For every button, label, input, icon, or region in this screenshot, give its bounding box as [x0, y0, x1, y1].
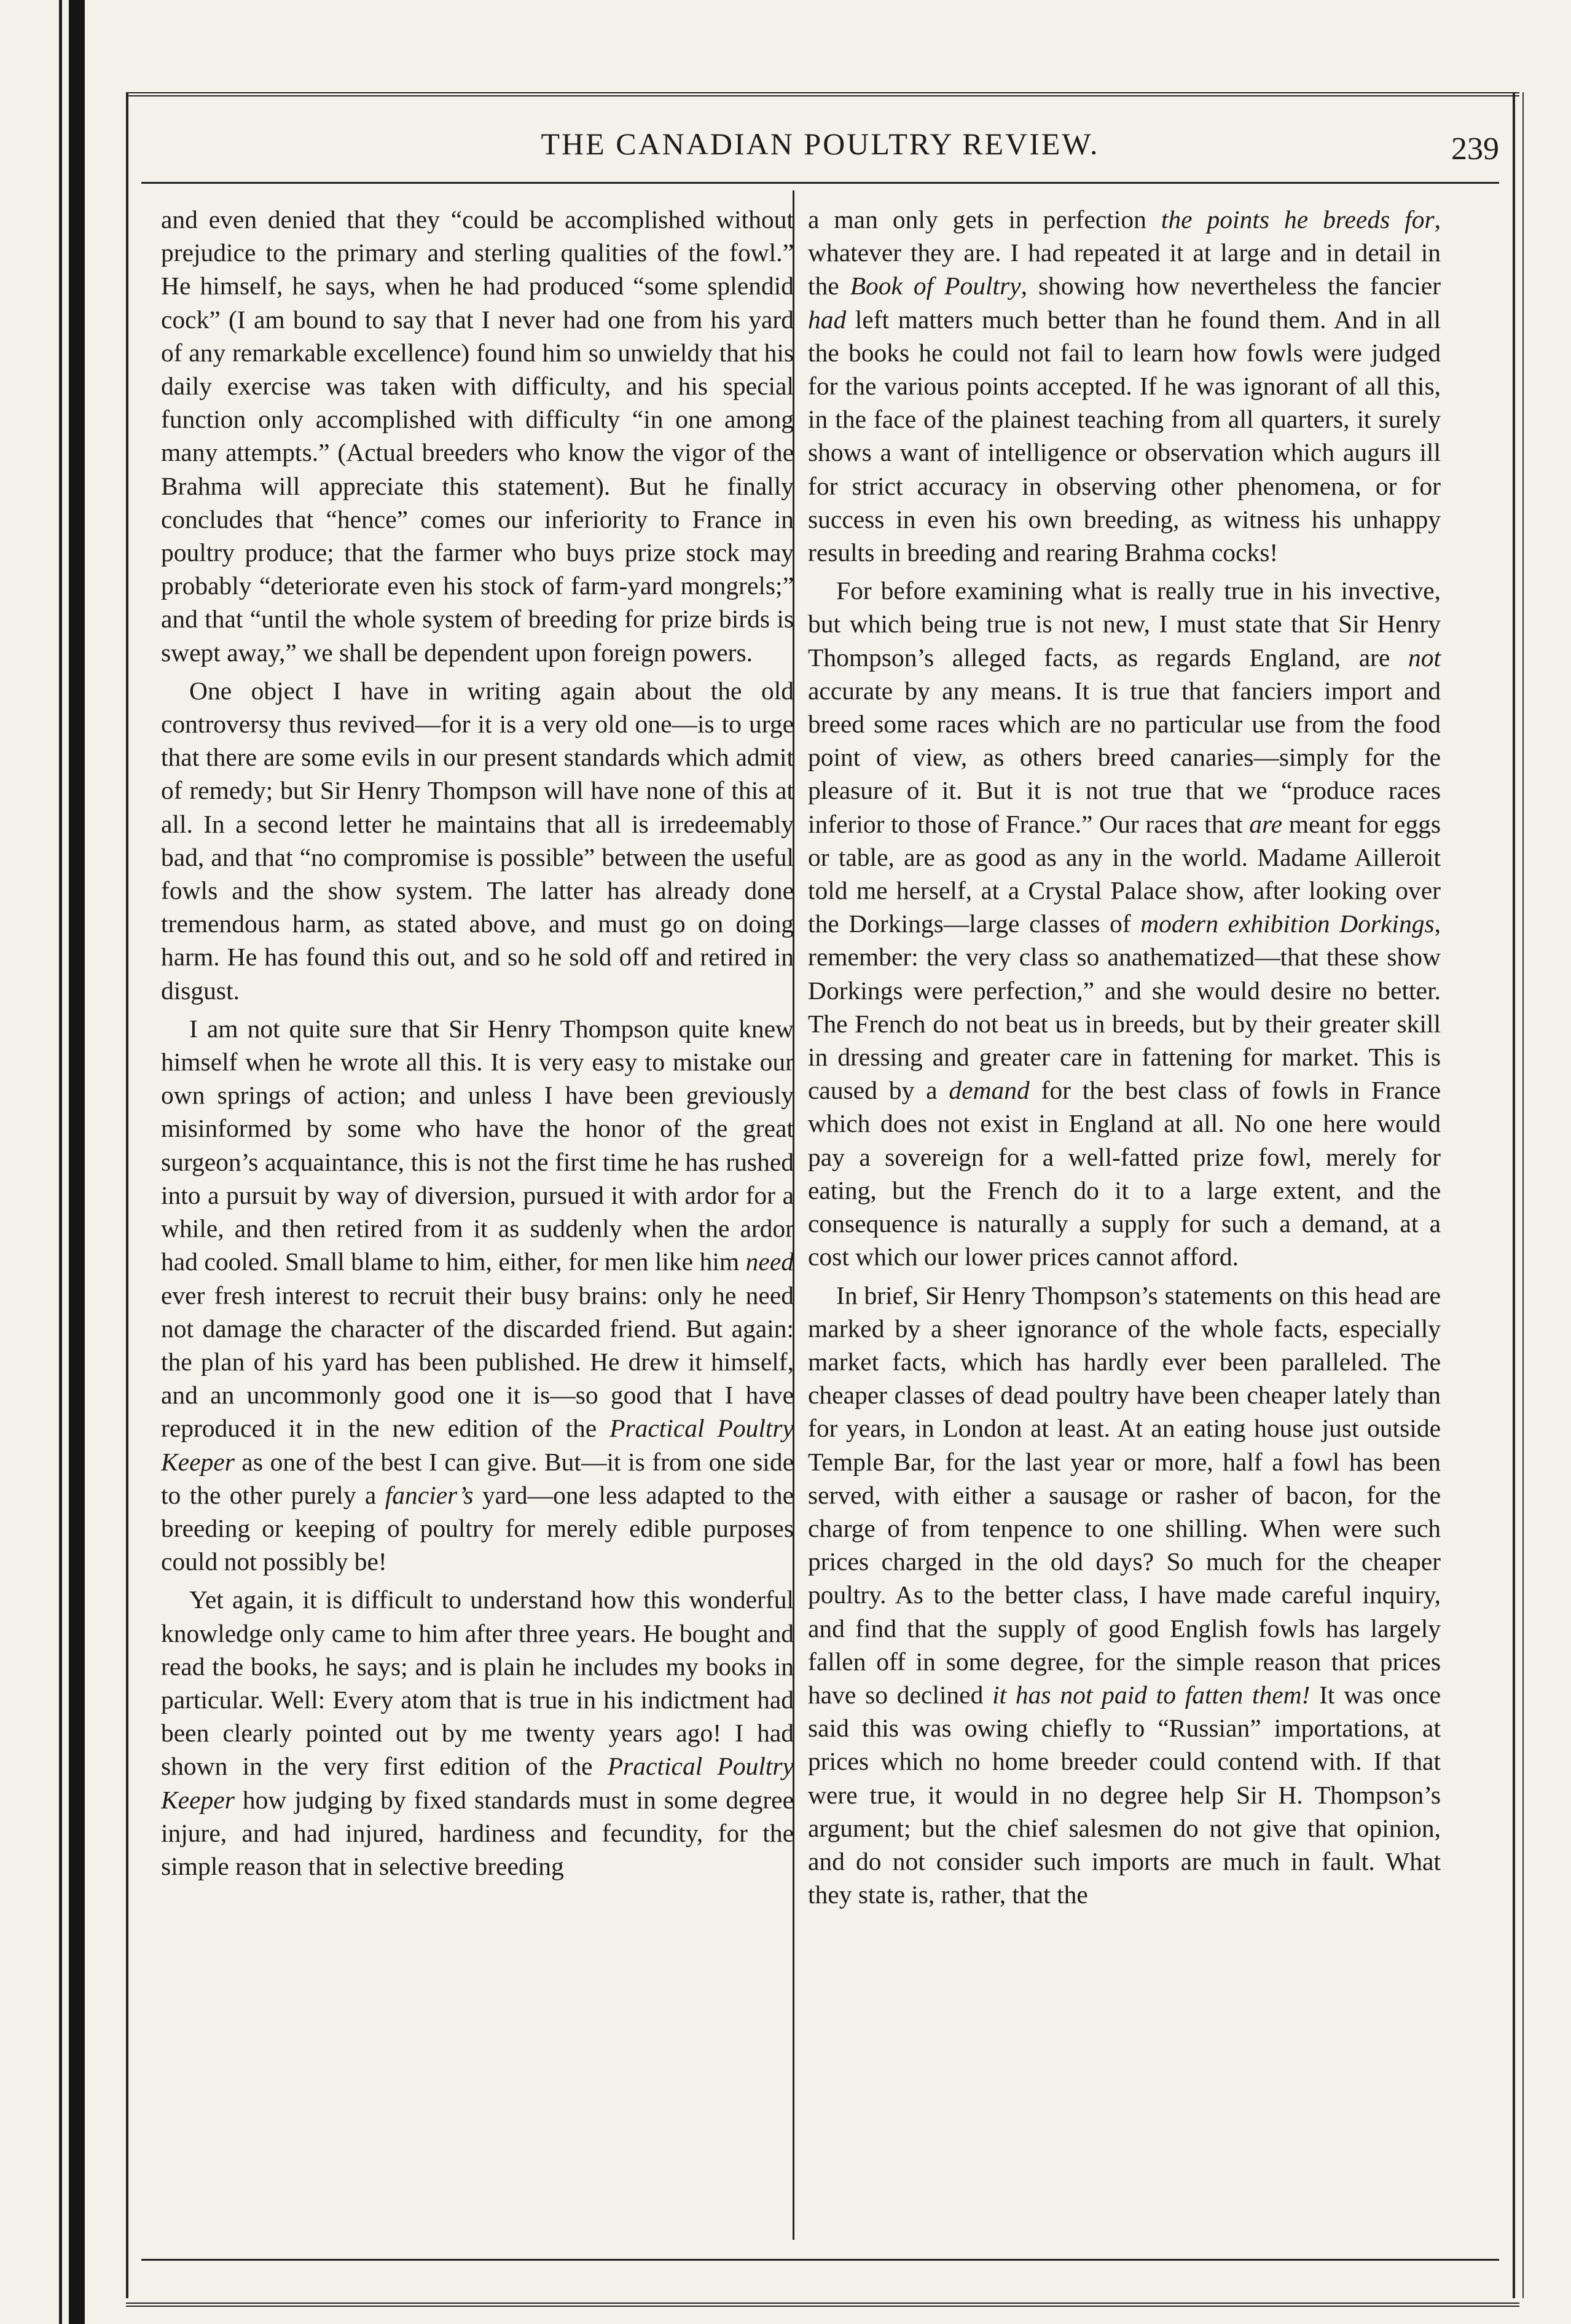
running-header [141, 126, 1499, 175]
frame-right-outer-rule [1522, 92, 1524, 2298]
binding-edge-line [59, 0, 62, 2324]
paragraph: a man only gets in perfection the points he breeds for, whatever they are. I had repeated it at large and in detail in the Book of Poultry, showing how nevertheless the fancier had left matters much better than he found them. And in all the books he could not fail to learn how fowls were judged for the various points accepted. If he was ignorant of all this, in the face of the plainest teaching from all quarters, it surely shows a want of intelligence or observation which augurs ill for strict accuracy in observing other phenomena, or for success in even his own breeding, as witness his unhappy results in breeding and rearing Brahma cocks! [808, 205, 1441, 567]
footer-rule [141, 2259, 1499, 2261]
paragraph: and even denied that they “could be accomplished without prejudice to the primary and sterling qualities of the fowl.” He himself, he says, when he had produced “some splendid cock” (I am bound to say that I never had one from his yard of any remarkable excellence) found him so unwieldy that his daily exercise was taken with difficulty, and his special function only accomplished with difficulty “in one among many attempts.” (Actual breeders who know the vigor of the Brahma will appreciate this statement). But he finally concludes that “hence” comes our inferiority to France in poultry produce; that the farmer who buys prize stock may probably “deteriorate even his stock of farm-yard mongrels;” and that “until the whole system of breeding for prize birds is swept away,” we shall be dependent upon foreign powers. [161, 205, 794, 667]
right-column [808, 203, 1441, 1911]
page-number: 239 [1451, 132, 1499, 167]
paragraph: In brief, Sir Henry Thompson’s statements on this head are marked by a sheer ignorance of the whole facts, especially market facts, which has hardly ever been paralleled. The cheaper classes of dead poultry have been cheaper lately than for years, in London at least. At an eating house just outside Temple Bar, for the last year or more, half a fowl has been served, with either a sausage or rasher of bacon, for the charge of from tenpence to one shilling. When were such prices charged in the old days? So much for the cheaper poultry. As to the better class, I have made careful inquiry, and find that the supply of good English fowls has largely fallen off in some degree, for the simple reason that prices have so declined it has not paid to fatten them! It was once said this was owing chiefly to “Russian” importations, at prices which no home breeder could contend with. If that were true, it would in no degree help Sir H. Thompson’s argument; but the chief salesmen do not give that opinion, and do not consider such imports are much in fault. What they state is, rather, that the [808, 1281, 1441, 1909]
paragraph: For before examining what is really true in his invective, but which being true is not new, I must state that Sir Henry Thompson’s alleged facts, as regards England, are not accurate by any means. It is true that fanciers import and breed some races which are no particular use from the food point of view, as others breed canaries—simply for the pleasure of it. But it is not true that we “produce races inferior to those of France.” Our races that are meant for eggs or table, are as good as any in the world. Madame Ailleroit told me herself, at a Crystal Palace show, after looking over the Dorkings—large classes of modern exhibition Dorkings, remember: the very class so anathematized—that these show Dorkings were perfection,” and she would desire no better. The French do not beat us in breeds, but by their greater skill in dressing and greater care in fattening for market. This is caused by a demand for the best class of fowls in France which does not exist in England at all. No one here would pay a sovereign for a well-fatted prize fowl, merely for eating, but the French do it to a large extent, and the consequence is naturally a supply for such a demand, at a cost which our lower prices cannot afford. [808, 576, 1441, 1271]
paragraph: I am not quite sure that Sir Henry Thompson quite knew himself when he wrote all this. It is very easy to mistake our own springs of action; and unless I have been greviously misinformed by some who have the honor of the great surgeon’s acquaintance, this is not the first time he has rushed into a pursuit by way of diversion, pursued it with ardor for a while, and then retired from it as suddenly when the ardor had cooled. Small blame to him, either, for men like him need ever fresh interest to recruit their busy brains: only he need not damage the character of the discarded friend. But again: the plan of his yard has been published. He drew it himself, and an uncommonly good one it is—so good that I have reproduced it in the new edition of the Practical Poultry Keeper as one of the best I can give. But—it is from one side to the other purely a fancier’s yard—one less adapted to the breeding or keeping of poultry for merely edible purposes could not possibly be! [161, 1014, 794, 1576]
frame-right-rule [1513, 92, 1515, 2298]
frame-left-rule [126, 92, 128, 2298]
left-column [161, 203, 794, 1883]
paragraph: Yet again, it is difficult to understand how this wonderful knowledge only came to him after three years. He bought and read the books, he says; and is plain he includes my books in particular. Well: Every atom that is true in his indictment had been clearly pointed out by me twenty years ago! I had shown in the very first edition of the Practical Poultry Keeper how judging by fixed standards must in some degree injure, and had injured, hardiness and fecundity, for the simple reason that in selective breeding [161, 1585, 794, 1880]
paragraph: One object I have in writing again about the old controversy thus revived—for it is a very old one—is to urge that there are some evils in our present standards which admit of remedy; but Sir Henry Thompson will have none of this at all. In a second letter he maintains that all is irredeemably bad, and that “no compromise is possible” between the useful fowls and the show system. The latter has already done tremendous harm, as stated above, and must go on doing harm. He has found this out, and so he sold off and retired in disgust. [161, 676, 794, 1005]
binding-edge-bar [69, 0, 85, 2324]
journal-title: THE CANADIAN POULTRY REVIEW. [541, 127, 1100, 161]
header-rule [141, 182, 1499, 184]
